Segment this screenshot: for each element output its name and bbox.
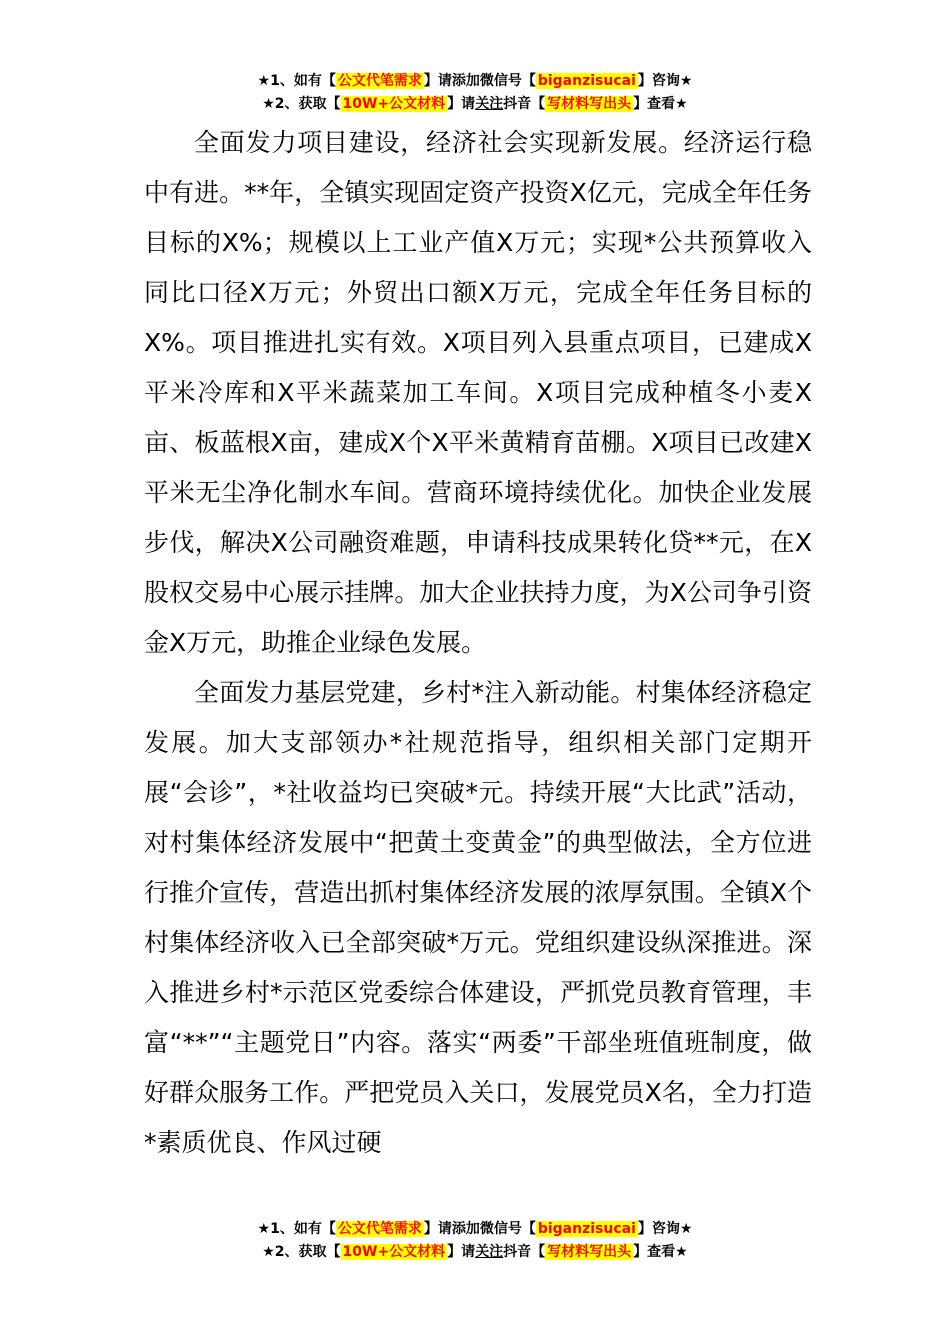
promo-text: ★1、如有【	[257, 73, 336, 89]
paragraph-project-construction: 全面发力项目建设，经济社会实现新发展。经济运行稳中有进。**年，全镇实现固定资产投资X亿元，完成全年任务目标的X%；规模以上工业产值X万元；实现*公共预算收入同比口径X万元；外贸出口额X万元，完成全年任务目标的X%。项目推进扎实有效。X项目列入县重点项目，已建成X平米冷库和X平米蔬菜加工车间。X项目完成种植冬小麦X亩、板蓝根X亩，建成X个X平米黄精育苗棚。X项目已改建X平米无尘净化制水车间。营商环境持续优化。加快企业发展步伐，解决X公司融资难题，申请科技成果转化贷**元，在X股权交易中心展示挂牌。加大企业扶持力度，为X公司争引资金X万元，助推企业绿色发展。	[144, 128, 812, 657]
document-body	[144, 118, 812, 1168]
promo-text: 】咨询★	[637, 1221, 693, 1237]
promo-text: ★2、获取【	[262, 1244, 341, 1260]
promo-text: 】咨询★	[637, 73, 693, 89]
promo-highlight-materials: 10W+公文材料	[342, 96, 446, 112]
promo-text: ★2、获取【	[262, 96, 341, 112]
promo-text: 】请	[447, 1244, 476, 1260]
promo-text: ★1、如有【	[257, 1221, 336, 1237]
promo-highlight-wechat-id: biganzisucai	[537, 1221, 636, 1237]
paragraph-party-building: 全面发力基层党建，乡村*注入新动能。村集体经济稳定发展。加大支部领办*社规范指导，组织相关部门定期开展“会诊”，*社收益均已突破*元。持续开展“大比武”活动，对村集体经济发展中“把黄土变黄金”的典型做法，全方位进行推介宣传，营造出抓村集体经济发展的浓厚氛围。全镇X个村集体经济收入已全部突破*万元。党组织建设纵深推进。深入推进乡村*示范区党委综合体建设，严抓党员教育管理，丰富“**”“主题党日”内容。落实“两委”干部坐班值班制度，做好群众服务工作。严把党员入关口，发展党员X名，全力打造*素质优良、作风过硬	[144, 678, 812, 1157]
promo-text: 抖音【	[503, 1244, 546, 1260]
promo-underlined-follow: 关注	[475, 1244, 504, 1260]
promo-line-1	[0, 1218, 950, 1241]
promo-line-1	[0, 70, 950, 93]
footer-promo-banner	[0, 1218, 950, 1264]
promo-text: 抖音【	[503, 96, 546, 112]
promo-highlight-service: 公文代笔需求	[337, 1221, 422, 1237]
promo-highlight-account: 写材料写出头	[547, 1244, 632, 1260]
promo-text: 】请	[447, 96, 476, 112]
promo-text: 】请添加微信号【	[423, 73, 536, 89]
promo-text: 】查看★	[633, 96, 688, 112]
promo-text: 】查看★	[633, 1244, 688, 1260]
promo-highlight-account: 写材料写出头	[547, 96, 632, 112]
promo-line-2	[0, 1241, 950, 1264]
promo-line-2	[0, 93, 950, 116]
promo-highlight-materials: 10W+公文材料	[342, 1244, 446, 1260]
promo-highlight-wechat-id: biganzisucai	[537, 73, 636, 89]
header-promo-banner	[0, 70, 950, 116]
promo-highlight-service: 公文代笔需求	[337, 73, 422, 89]
promo-underlined-follow: 关注	[475, 96, 504, 112]
promo-text: 】请添加微信号【	[423, 1221, 536, 1237]
